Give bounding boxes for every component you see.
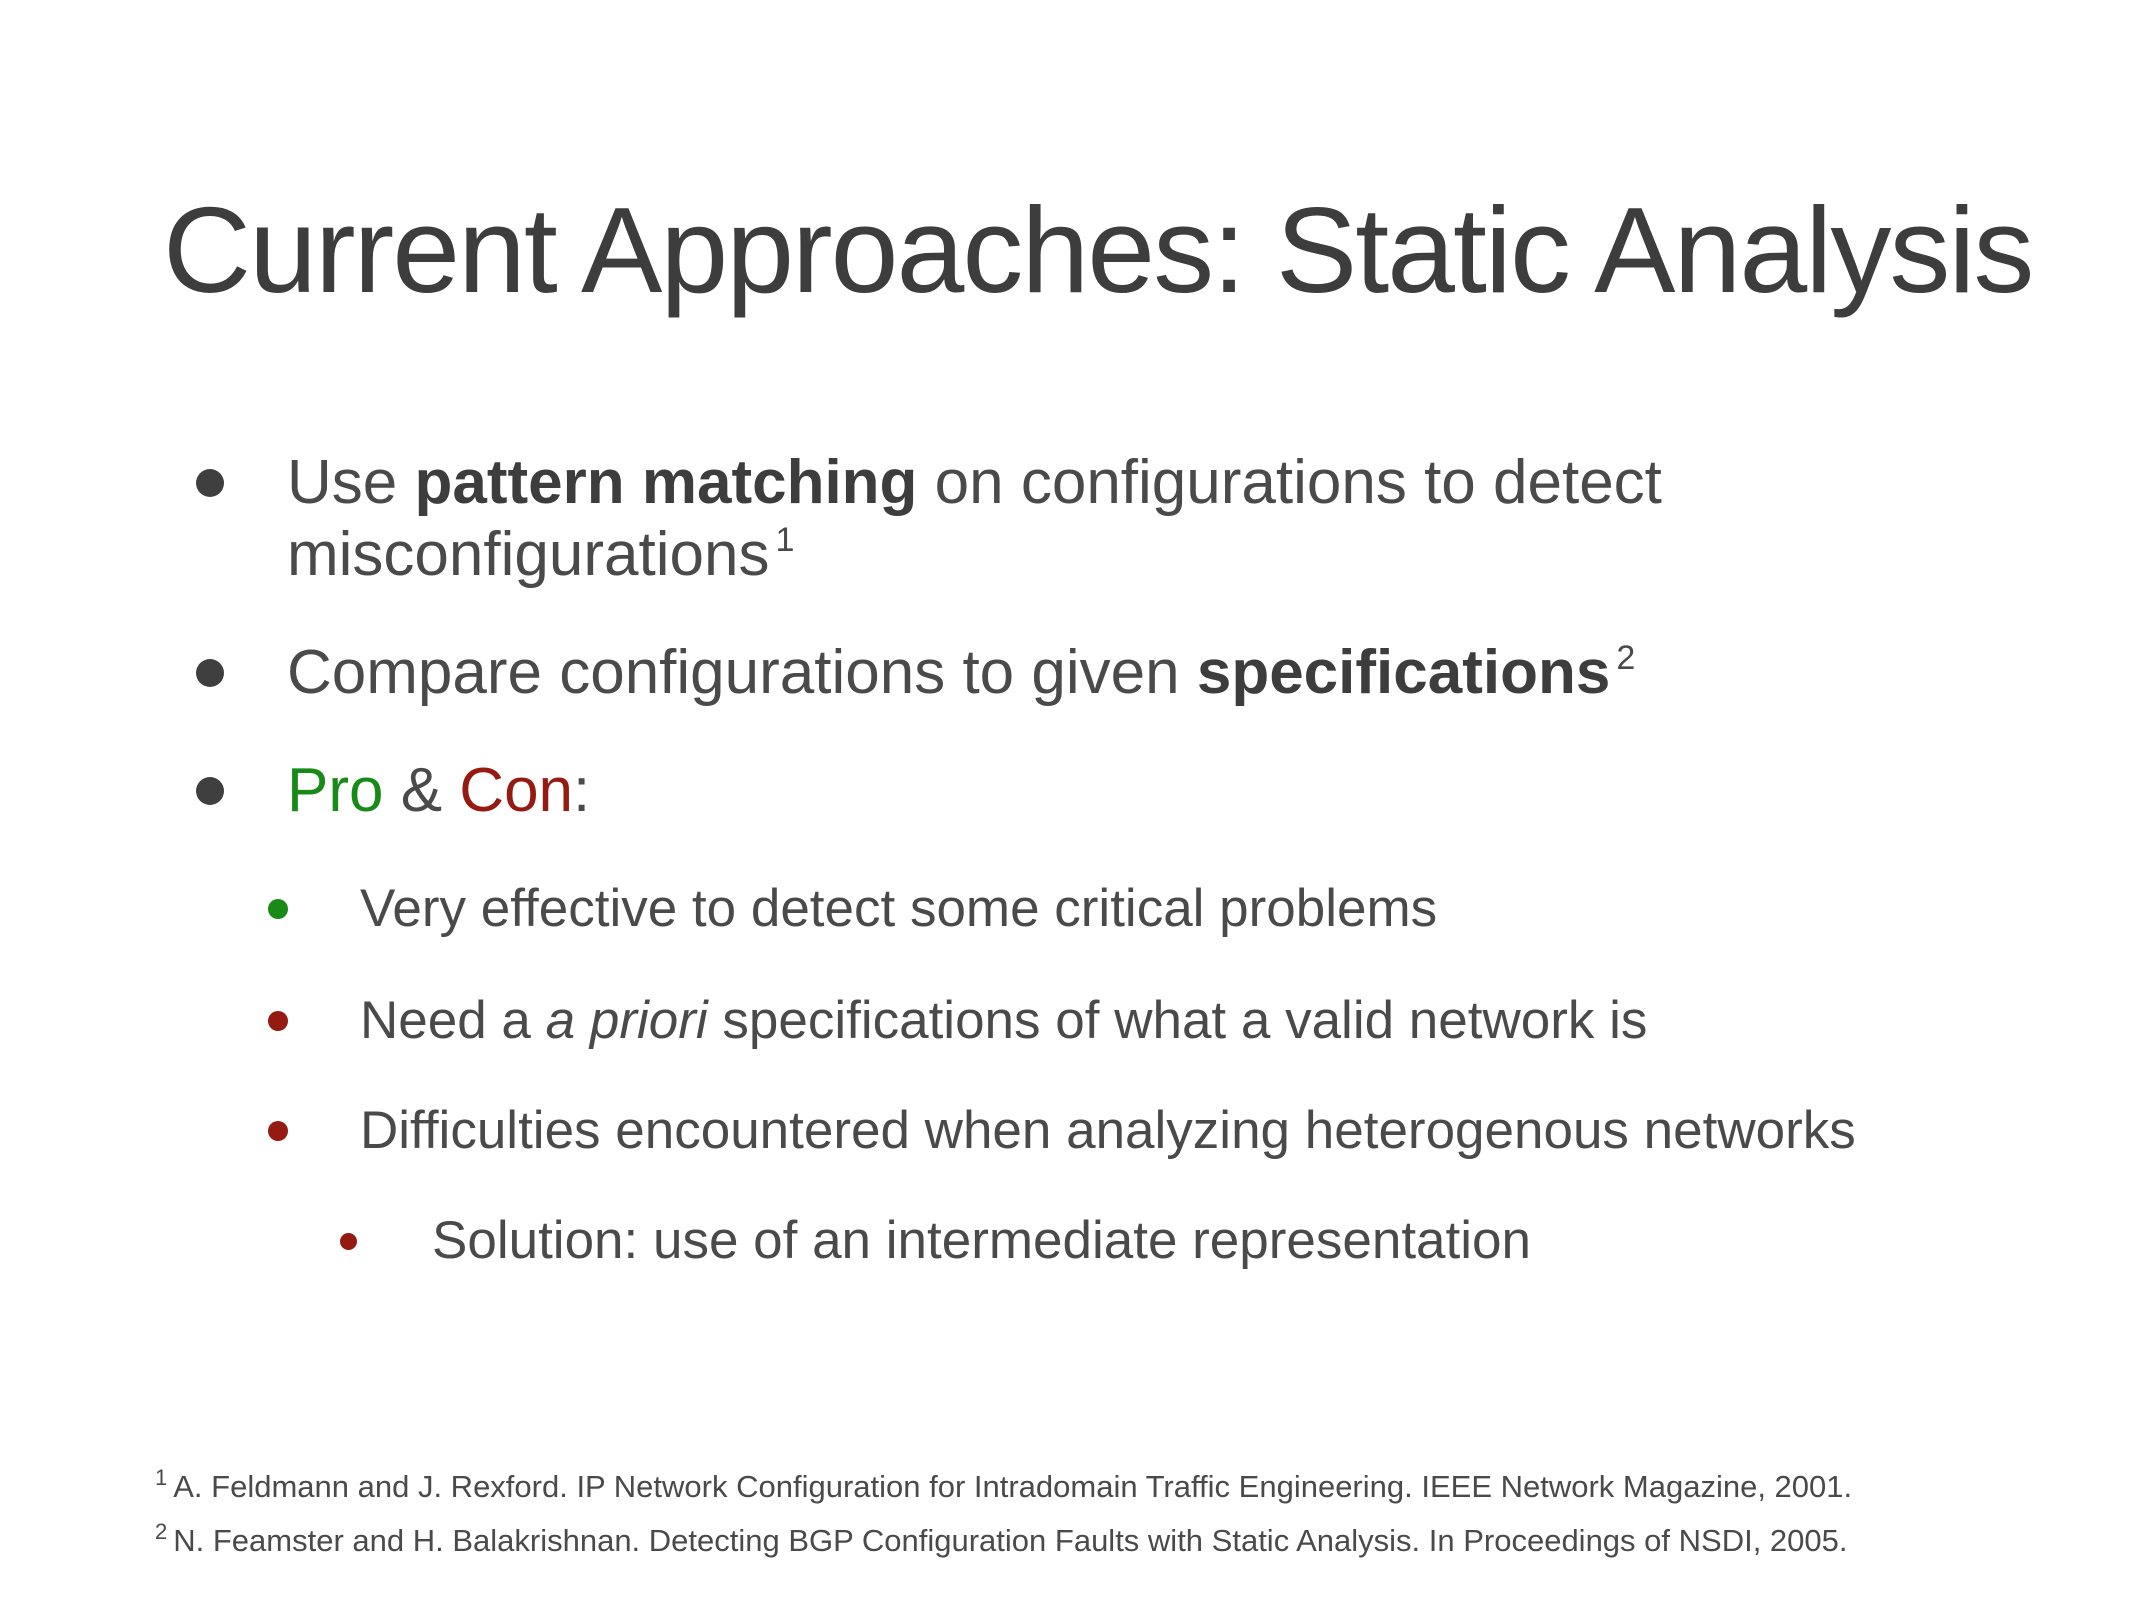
- footnote-ref-1: 1: [775, 521, 795, 559]
- ampersand: &: [383, 756, 460, 825]
- red-bullet-dot: [340, 1233, 357, 1250]
- footnotes: [155, 1460, 1852, 1568]
- green-bullet-dot: [268, 899, 288, 919]
- footnote-1: [155, 1460, 1852, 1514]
- sub-bullet-text-pre: Need a: [360, 991, 546, 1050]
- footnote-number: 1: [155, 1465, 168, 1490]
- sub-bullet-text: Very effective to detect some critical problems: [360, 879, 1438, 938]
- bullet-text-pre: Use: [287, 448, 415, 517]
- sub-sub-bullet-text: Solution: use of an intermediate representation: [432, 1211, 1531, 1270]
- sub-bullet-text-italic: a priori: [545, 991, 708, 1050]
- red-bullet-dot: [268, 1011, 288, 1031]
- bullet-text-post: on configurations to detect: [917, 448, 1662, 517]
- bullet-text: [287, 447, 1662, 591]
- bullet-text-bold: pattern matching: [414, 448, 918, 517]
- colon: :: [573, 756, 591, 825]
- sub-bullet-text: Difficulties encountered when analyzing heterogenous networks: [360, 1101, 1856, 1160]
- footnote-number: 2: [155, 1519, 168, 1544]
- red-bullet-dot: [268, 1121, 288, 1141]
- sub-bullet-text-post: specifications of what a valid network is: [707, 991, 1648, 1050]
- pro-label: Pro: [287, 756, 384, 825]
- con-label: Con: [459, 756, 574, 825]
- bullet-text-line2: misconfigurations: [287, 520, 770, 589]
- footnote-2: [155, 1514, 1852, 1568]
- bullet-dot: [196, 469, 224, 497]
- footnote-ref-2: 2: [1616, 639, 1636, 677]
- bullet-text: [287, 637, 1635, 709]
- bullet-dot: [196, 659, 224, 687]
- footnote-text: A. Feldmann and J. Rexford. IP Network Configuration for Intradomain Traffic Engineering. IEEE Network Magazine, 2001.: [173, 1469, 1853, 1504]
- bullet-text-bold: specifications: [1196, 638, 1611, 707]
- bullet-text: [287, 755, 590, 827]
- sub-bullet-text: [360, 989, 1647, 1053]
- bullet-dot: [196, 777, 224, 805]
- slide-title: Current Approaches: Static Analysis: [163, 182, 2033, 318]
- bullet-text-pre: Compare configurations to given: [287, 638, 1197, 707]
- footnote-text: N. Feamster and H. Balakrishnan. Detecting BGP Configuration Faults with Static Analysis. In Proceedings of NSDI, 2005.: [173, 1523, 1848, 1558]
